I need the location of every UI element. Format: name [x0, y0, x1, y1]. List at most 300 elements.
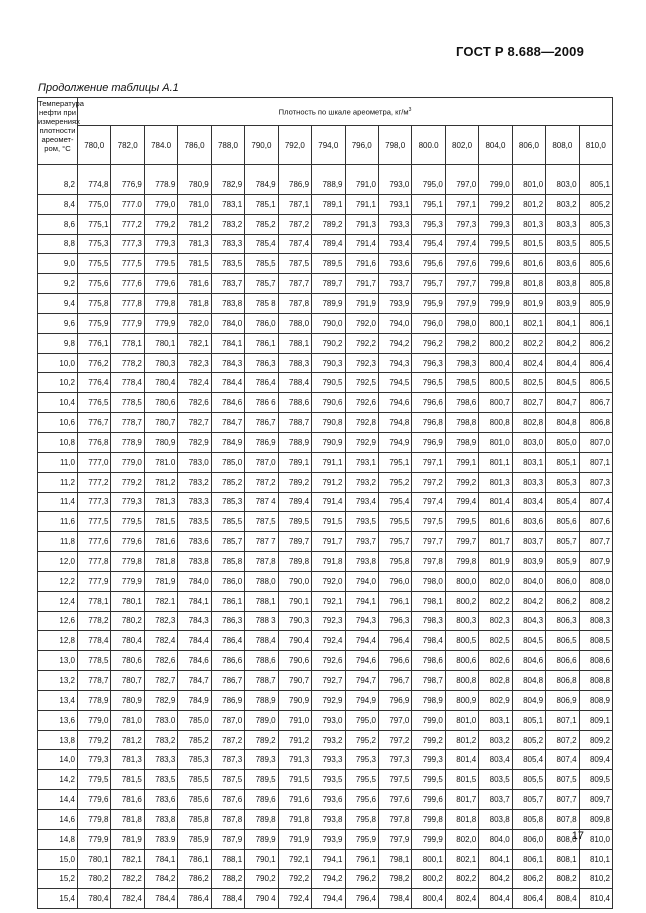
- density-cell: 797,8: [378, 810, 411, 830]
- density-cell: 791,5: [312, 512, 345, 532]
- density-cell: 805,3: [546, 472, 579, 492]
- density-cell: 807,1: [579, 452, 612, 472]
- table-row: [38, 591, 613, 611]
- density-cell: 782,4: [178, 373, 211, 393]
- density-cell: 793,4: [378, 234, 411, 254]
- density-cell: 806,3: [546, 611, 579, 631]
- density-cell: 808,2: [546, 869, 579, 889]
- table-caption: Продолжение таблицы А.1: [38, 82, 179, 94]
- table-row: [38, 829, 613, 849]
- density-cell: 783,2: [178, 472, 211, 492]
- density-cell: 786,9: [211, 690, 244, 710]
- density-cell: 801,0: [512, 165, 545, 195]
- temperature-cell: 10,0: [38, 353, 78, 373]
- density-cell: 781,8: [111, 810, 144, 830]
- density-cell: 794,7: [345, 671, 378, 691]
- density-cell: 779,9: [111, 571, 144, 591]
- density-cell: 794,9: [345, 690, 378, 710]
- density-cell: 796,6: [412, 393, 445, 413]
- density-cell: 803,1: [479, 710, 512, 730]
- density-cell: 795,2: [345, 730, 378, 750]
- density-cell: 784,9: [211, 432, 244, 452]
- density-cell: 793,9: [312, 829, 345, 849]
- density-cell: 800,1: [412, 849, 445, 869]
- density-cell: 796,9: [378, 690, 411, 710]
- density-cell: 785,3: [211, 492, 244, 512]
- density-cell: 789,7: [312, 274, 345, 294]
- density-cell: 804,0: [479, 829, 512, 849]
- temperature-cell: 9,4: [38, 294, 78, 314]
- table-row: [38, 710, 613, 730]
- density-cell: 805,6: [579, 254, 612, 274]
- density-cell: 808,2: [579, 591, 612, 611]
- column-header: 806,0: [512, 126, 545, 165]
- density-cell: 778,2: [78, 611, 111, 631]
- density-cell: 789,2: [245, 730, 278, 750]
- density-cell: 805,0: [546, 432, 579, 452]
- density-cell: 800,4: [479, 353, 512, 373]
- density-cell: 807,8: [546, 810, 579, 830]
- density-cell: 794,6: [378, 393, 411, 413]
- density-cell: 777,2: [111, 214, 144, 234]
- density-cell: 795,5: [378, 512, 411, 532]
- density-cell: 788,3: [278, 353, 311, 373]
- density-cell: 809,2: [579, 730, 612, 750]
- density-cell: 803,7: [512, 532, 545, 552]
- density-cell: 800,3: [445, 611, 478, 631]
- density-cell: 794,6: [345, 651, 378, 671]
- density-cell: 780,4: [111, 631, 144, 651]
- density-cell: 793,1: [378, 194, 411, 214]
- column-header: 788,0: [211, 126, 244, 165]
- density-cell: 780,9: [144, 432, 177, 452]
- density-cell: 801,4: [445, 750, 478, 770]
- density-cell: 790,6: [278, 651, 311, 671]
- density-header: [78, 98, 613, 126]
- density-cell: 806,1: [579, 313, 612, 333]
- table-row: [38, 214, 613, 234]
- density-cell: 798,1: [412, 591, 445, 611]
- density-cell: 793,8: [345, 552, 378, 572]
- density-cell: 786,1: [178, 849, 211, 869]
- density-cell: 797,1: [412, 452, 445, 472]
- density-cell: 782,3: [178, 353, 211, 373]
- density-cell: 786,3: [245, 353, 278, 373]
- density-cell: 776,4: [78, 373, 111, 393]
- density-cell: 790,1: [278, 591, 311, 611]
- density-cell: 796,9: [412, 432, 445, 452]
- temperature-cell: 12,6: [38, 611, 78, 631]
- density-cell: 776,1: [78, 333, 111, 353]
- table-row: [38, 165, 613, 195]
- density-cell: 789,5: [245, 770, 278, 790]
- density-cell: 783,2: [144, 730, 177, 750]
- temperature-cell: 10,8: [38, 432, 78, 452]
- density-cell: 797,8: [412, 552, 445, 572]
- density-cell: 793,7: [378, 274, 411, 294]
- density-cell: 783,2: [211, 214, 244, 234]
- density-cell: 795,1: [412, 194, 445, 214]
- density-cell: 796,3: [412, 353, 445, 373]
- density-cell: 795,1: [378, 452, 411, 472]
- density-cell: 788 3: [245, 611, 278, 631]
- density-cell: 801,0: [479, 432, 512, 452]
- density-cell: 808,0: [579, 571, 612, 591]
- density-cell: 791,0: [345, 165, 378, 195]
- density-cell: 799,2: [479, 194, 512, 214]
- density-cell: 779,9: [144, 313, 177, 333]
- density-cell: 793,4: [345, 492, 378, 512]
- density-cell: 797,6: [378, 790, 411, 810]
- density-cell: 778,1: [111, 333, 144, 353]
- density-cell: 792,8: [345, 413, 378, 433]
- temperature-cell: 13,8: [38, 730, 78, 750]
- density-cell: 793,2: [345, 472, 378, 492]
- density-cell: 776,9: [111, 165, 144, 195]
- temperature-cell: 14,6: [38, 810, 78, 830]
- density-cell: 792,9: [312, 690, 345, 710]
- density-cell: 786,2: [178, 869, 211, 889]
- density-cell: 796,4: [345, 889, 378, 909]
- temperature-cell: 10,6: [38, 413, 78, 433]
- density-cell: 801,7: [479, 532, 512, 552]
- density-cell: 799,2: [412, 730, 445, 750]
- density-cell: 804,8: [546, 413, 579, 433]
- density-cell: 805,8: [579, 274, 612, 294]
- temperature-cell: 11,4: [38, 492, 78, 512]
- density-cell: 784,3: [178, 611, 211, 631]
- density-cell: 797,9: [445, 294, 478, 314]
- density-cell: 804,3: [512, 611, 545, 631]
- density-cell: 808,4: [546, 889, 579, 909]
- density-cell: 787,8: [245, 552, 278, 572]
- density-cell: 799,6: [412, 790, 445, 810]
- density-cell: 787,9: [211, 829, 244, 849]
- density-cell: 799,6: [479, 254, 512, 274]
- density-cell: 776,5: [78, 393, 111, 413]
- density-cell: 788,1: [278, 333, 311, 353]
- density-cell: 781,3: [178, 234, 211, 254]
- density-cell: 779,8: [78, 810, 111, 830]
- density-cell: 800,5: [445, 631, 478, 651]
- density-cell: 808,6: [579, 651, 612, 671]
- density-cell: 797,5: [412, 512, 445, 532]
- density-cell: 788,9: [245, 690, 278, 710]
- density-cell: 807,4: [546, 750, 579, 770]
- density-cell: 790 4: [245, 889, 278, 909]
- density-cell: 795,3: [412, 214, 445, 234]
- density-cell: 800,5: [479, 373, 512, 393]
- page-number: 17: [571, 830, 584, 842]
- temperature-cell: 12,8: [38, 631, 78, 651]
- density-cell: 787,0: [211, 710, 244, 730]
- density-cell: 797,2: [412, 472, 445, 492]
- density-cell: 787,2: [211, 730, 244, 750]
- density-cell: 791,5: [278, 770, 311, 790]
- density-cell: 804,8: [512, 671, 545, 691]
- density-cell: 793,6: [378, 254, 411, 274]
- density-cell: 796,8: [412, 413, 445, 433]
- table-body: [38, 165, 613, 909]
- density-cell: 804,9: [512, 690, 545, 710]
- temperature-cell: 9,2: [38, 274, 78, 294]
- column-header: 796,0: [345, 126, 378, 165]
- density-cell: 776,2: [78, 353, 111, 373]
- density-cell: 795,9: [412, 294, 445, 314]
- density-cell: 785,9: [178, 829, 211, 849]
- density-cell: 803,3: [546, 214, 579, 234]
- temperature-cell: 11,2: [38, 472, 78, 492]
- density-cell: 785,4: [245, 234, 278, 254]
- density-cell: 783,3: [144, 750, 177, 770]
- density-cell: 790,8: [312, 413, 345, 433]
- density-cell: 805,3: [579, 214, 612, 234]
- density-cell: 785,2: [178, 730, 211, 750]
- density-cell: 785,7: [245, 274, 278, 294]
- density-cell: 791,3: [278, 750, 311, 770]
- temperature-cell: 9,6: [38, 313, 78, 333]
- density-cell: 808,0: [546, 829, 579, 849]
- table-row: [38, 810, 613, 830]
- density-cell: 794,2: [312, 869, 345, 889]
- density-cell: 791,8: [278, 810, 311, 830]
- density-cell: 793,8: [312, 810, 345, 830]
- density-cell: 798,7: [412, 671, 445, 691]
- density-cell: 777.0: [111, 194, 144, 214]
- density-cell: 779,2: [144, 214, 177, 234]
- density-cell: 787,5: [211, 770, 244, 790]
- density-cell: 777,9: [78, 571, 111, 591]
- density-cell: 796,6: [378, 651, 411, 671]
- table-row: [38, 690, 613, 710]
- density-cell: 793,7: [345, 532, 378, 552]
- temperature-cell: 14,2: [38, 770, 78, 790]
- density-cell: 787 7: [245, 532, 278, 552]
- density-cell: 783,8: [144, 810, 177, 830]
- density-cell: 800,4: [412, 889, 445, 909]
- density-cell: 788,7: [245, 671, 278, 691]
- column-header: 790,0: [245, 126, 278, 165]
- density-cell: 798,3: [412, 611, 445, 631]
- density-cell: 784,6: [211, 393, 244, 413]
- density-cell: 786,7: [245, 413, 278, 433]
- density-cell: 806,4: [512, 889, 545, 909]
- density-cell: 784,6: [178, 651, 211, 671]
- density-cell: 790,0: [278, 571, 311, 591]
- density-cell: 803,5: [546, 234, 579, 254]
- density-cell: 779,3: [78, 750, 111, 770]
- density-cell: 805,2: [579, 194, 612, 214]
- density-cell: 778,7: [78, 671, 111, 691]
- density-cell: 778,9: [111, 432, 144, 452]
- density-cell: 800,2: [445, 591, 478, 611]
- density-cell: 802,1: [445, 849, 478, 869]
- density-cell: 784,7: [211, 413, 244, 433]
- density-cell: 775,3: [78, 234, 111, 254]
- density-cell: 804,2: [479, 869, 512, 889]
- table-row: [38, 611, 613, 631]
- density-cell: 808,5: [579, 631, 612, 651]
- density-cell: 801,8: [445, 810, 478, 830]
- density-cell: 781,8: [144, 552, 177, 572]
- density-cell: 807,2: [546, 730, 579, 750]
- density-cell: 787,7: [278, 274, 311, 294]
- density-cell: 810,2: [579, 869, 612, 889]
- density-cell: 799,0: [412, 710, 445, 730]
- density-cell: 802,6: [479, 651, 512, 671]
- density-cell: 795,7: [412, 274, 445, 294]
- table-row: [38, 532, 613, 552]
- temperature-cell: 14,8: [38, 829, 78, 849]
- density-cell: 789,9: [245, 829, 278, 849]
- density-cell: 783,8: [178, 552, 211, 572]
- density-cell: 791,2: [312, 472, 345, 492]
- density-cell: 789,4: [312, 234, 345, 254]
- density-cell: 802,4: [512, 353, 545, 373]
- density-cell: 788,0: [245, 571, 278, 591]
- density-cell: 775,5: [78, 254, 111, 274]
- density-cell: 801,6: [479, 512, 512, 532]
- density-cell: 803,6: [546, 254, 579, 274]
- density-cell: 784,9: [245, 165, 278, 195]
- density-cell: 783,1: [211, 194, 244, 214]
- density-cell: 799,7: [445, 532, 478, 552]
- table-row: [38, 671, 613, 691]
- density-cell: 791,6: [345, 254, 378, 274]
- density-cell: 796,0: [412, 313, 445, 333]
- density-cell: 807,5: [546, 770, 579, 790]
- density-cell: 805,9: [546, 552, 579, 572]
- density-cell: 791,7: [345, 274, 378, 294]
- density-cell: 778.9: [144, 165, 177, 195]
- density-cell: 782,9: [211, 165, 244, 195]
- density-cell: 801,5: [512, 234, 545, 254]
- density-cell: 802,3: [479, 611, 512, 631]
- density-cell: 787,0: [245, 452, 278, 472]
- density-cell: 800,1: [479, 313, 512, 333]
- density-cell: 796,5: [412, 373, 445, 393]
- density-cell: 803,6: [512, 512, 545, 532]
- density-cell: 806,5: [579, 373, 612, 393]
- density-cell: 791,2: [278, 730, 311, 750]
- density-cell: 774,8: [78, 165, 111, 195]
- density-cell: 783,5: [144, 770, 177, 790]
- density-cell: 789,1: [278, 452, 311, 472]
- density-cell: 781,2: [144, 472, 177, 492]
- density-cell: 780,6: [111, 651, 144, 671]
- table-row: [38, 472, 613, 492]
- density-cell: 792,0: [312, 571, 345, 591]
- density-cell: 775,0: [78, 194, 111, 214]
- density-cell: 801,5: [445, 770, 478, 790]
- table-row: [38, 234, 613, 254]
- density-cell: 788,0: [278, 313, 311, 333]
- density-cell: 794,4: [345, 631, 378, 651]
- density-cell: 795,2: [378, 472, 411, 492]
- density-header-text: Плотность по шкале ареометра, кг/м: [278, 107, 409, 117]
- density-cell: 778,1: [78, 591, 111, 611]
- density-cell: 804,4: [479, 889, 512, 909]
- density-cell: 785,5: [211, 512, 244, 532]
- density-cell: 787,2: [245, 472, 278, 492]
- density-cell: 777,2: [78, 472, 111, 492]
- density-cell: 806,8: [579, 413, 612, 433]
- density-cell: 797,4: [445, 234, 478, 254]
- density-cell: 806,6: [546, 651, 579, 671]
- density-cell: 795,7: [378, 532, 411, 552]
- density-cell: 805,7: [512, 790, 545, 810]
- density-cell: 805,7: [546, 532, 579, 552]
- density-cell: 807,1: [546, 710, 579, 730]
- density-cell: 784,1: [144, 849, 177, 869]
- temperature-cell: 13,2: [38, 671, 78, 691]
- density-cell: 797,0: [378, 710, 411, 730]
- density-cell: 775,9: [78, 313, 111, 333]
- density-cell: 801,6: [512, 254, 545, 274]
- density-cell: 798,5: [445, 373, 478, 393]
- density-cell: 794,8: [378, 413, 411, 433]
- density-cell: 781,3: [144, 492, 177, 512]
- density-cell: 797,0: [445, 165, 478, 195]
- column-header: 786,0: [178, 126, 211, 165]
- density-cell: 787,2: [278, 214, 311, 234]
- density-cell: 790,4: [278, 631, 311, 651]
- density-cell: 792,2: [278, 869, 311, 889]
- density-cell: 787,5: [278, 254, 311, 274]
- density-cell: 784,4: [144, 889, 177, 909]
- density-cell: 792,5: [345, 373, 378, 393]
- density-cell: 779,5: [111, 512, 144, 532]
- density-cell: 781,2: [178, 214, 211, 234]
- density-cell: 777,3: [78, 492, 111, 512]
- density-cell: 785,5: [178, 770, 211, 790]
- density-cell: 788,7: [278, 413, 311, 433]
- density-cell: 796,2: [412, 333, 445, 353]
- density-cell: 789,8: [245, 810, 278, 830]
- density-cell: 809,5: [579, 770, 612, 790]
- temperature-cell: 11,8: [38, 532, 78, 552]
- density-cell: 805,6: [546, 512, 579, 532]
- density-cell: 799,0: [479, 165, 512, 195]
- density-cell: 781,2: [111, 730, 144, 750]
- density-cell: 794,0: [345, 571, 378, 591]
- density-cell: 781,6: [111, 790, 144, 810]
- density-cell: 791,4: [312, 492, 345, 512]
- temperature-cell: 9,8: [38, 333, 78, 353]
- density-cell: 782,1: [178, 333, 211, 353]
- density-cell: 801,0: [445, 710, 478, 730]
- density-cell: 794,0: [378, 313, 411, 333]
- density-cell: 792,0: [345, 313, 378, 333]
- density-cell: 803,2: [546, 194, 579, 214]
- density-cell: 809,7: [579, 790, 612, 810]
- density-cell: 806,4: [579, 353, 612, 373]
- density-cell: 784,0: [211, 313, 244, 333]
- density-cell: 806,2: [546, 591, 579, 611]
- density-cell: 802,9: [479, 690, 512, 710]
- density-cell: 778,7: [111, 413, 144, 433]
- density-cell: 799,5: [412, 770, 445, 790]
- column-header: 800.0: [412, 126, 445, 165]
- density-cell: 785,1: [245, 194, 278, 214]
- density-cell: 784,9: [178, 690, 211, 710]
- density-cell: 782,3: [144, 611, 177, 631]
- density-cell: 786,4: [245, 373, 278, 393]
- density-cell: 807,3: [579, 472, 612, 492]
- density-cell: 806,0: [546, 571, 579, 591]
- density-cell: 780,7: [111, 671, 144, 691]
- density-cell: 795,3: [345, 750, 378, 770]
